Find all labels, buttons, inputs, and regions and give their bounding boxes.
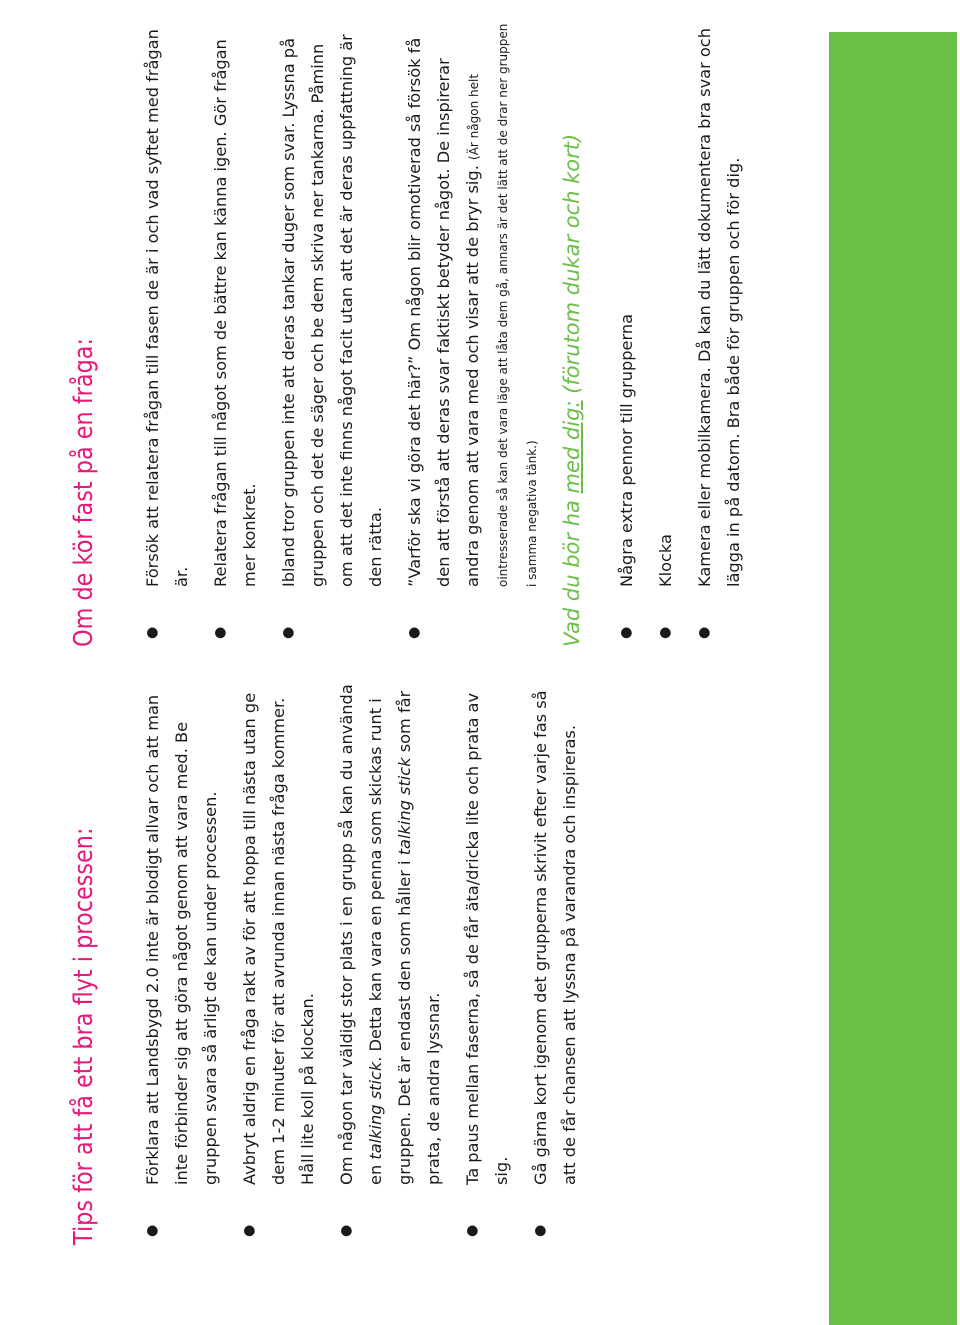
stuck-list bbox=[138, 22, 555, 657]
tips-list bbox=[138, 675, 594, 1255]
list-item: ● ”Varför ska vi göra det här?” Om någon blir omotiverad så försök få den att förstå att deras svar faktiskt betyder något. De inspirerar andra genom att vara med och visar att de bryr sig. (Är någon helt ointresserade så kan det vara läge att låta dem gå, annars är det lätt att de drar ner gruppen i samma negativa tänk.) bbox=[400, 22, 545, 657]
bring-list bbox=[612, 22, 758, 657]
bullet-icon: ● bbox=[338, 1224, 354, 1237]
bullet-icon: ● bbox=[212, 626, 228, 639]
stuck-heading: Om de kör fast på en fråga: bbox=[69, 337, 99, 647]
bullet-icon: ● bbox=[406, 626, 422, 639]
list-item: ● Ibland tror gruppen inte att deras tankar duger som svar. Lyssna på gruppen och det de säger och be dem skriva ner tankarna. Påminn om att det inte finns något facit utan att det är deras uppfattning är den rätta. bbox=[274, 22, 390, 657]
list-item: ● Förklara att Landsbygd 2.0 inte är blodigt allvar och att man inte förbinder sig att göra något genom att vara med. Be gruppen svara så ärligt de kan under processen. bbox=[138, 675, 225, 1255]
tips-heading: Tips för att få ett bra flyt i processen: bbox=[69, 827, 99, 1245]
bullet-icon: ● bbox=[241, 1224, 257, 1237]
bullet-icon: ● bbox=[532, 1224, 548, 1237]
bullet-icon: ● bbox=[144, 626, 160, 639]
list-item: ● Relatera frågan till något som de bättre kan känna igen. Gör frågan mer konkret. bbox=[206, 22, 264, 657]
bullet-icon: ● bbox=[618, 626, 634, 639]
list-item: ● Ta paus mellan faserna, så de får äta/dricka lite och prata av sig. bbox=[458, 675, 516, 1255]
bullet-icon: ● bbox=[464, 1224, 480, 1237]
bullet-icon: ● bbox=[696, 626, 712, 639]
bullet-icon: ● bbox=[657, 626, 673, 639]
list-item: ● Klocka bbox=[651, 22, 680, 657]
list-item: ● Om någon tar väldigt stor plats i en grupp så kan du använda en talking stick. Detta kan vara en penna som skickas runt i gruppen. Det är endast den som håller i talking stick som får prata, de andra lyssnar. bbox=[332, 675, 448, 1255]
list-item: ● Kamera eller mobilkamera. Då kan du lätt dokumentera bra svar och lägga in på datorn. Bra både för gruppen och för dig. bbox=[690, 22, 748, 657]
list-item: ● Avbryt aldrig en fråga rakt av för att hoppa till nästa utan ge dem 1-2 minuter för att avrunda innan nästa fråga kommer. Håll lite koll på klockan. bbox=[235, 675, 322, 1255]
bring-heading: Vad du bör ha med dig: (förutom dukar och kort) bbox=[560, 133, 584, 647]
bullet-icon: ● bbox=[280, 626, 296, 639]
list-item: ● Försök att relatera frågan till fasen de är i och vad syftet med frågan är. bbox=[138, 22, 196, 657]
bullet-icon: ● bbox=[144, 1224, 160, 1237]
list-item: ● Några extra pennor till grupperna bbox=[612, 22, 641, 657]
list-item: ● Gå gärna kort igenom det grupperna skrivit efter varje fas så att de får chansen att lyssna på varandra och inspireras. bbox=[526, 675, 584, 1255]
